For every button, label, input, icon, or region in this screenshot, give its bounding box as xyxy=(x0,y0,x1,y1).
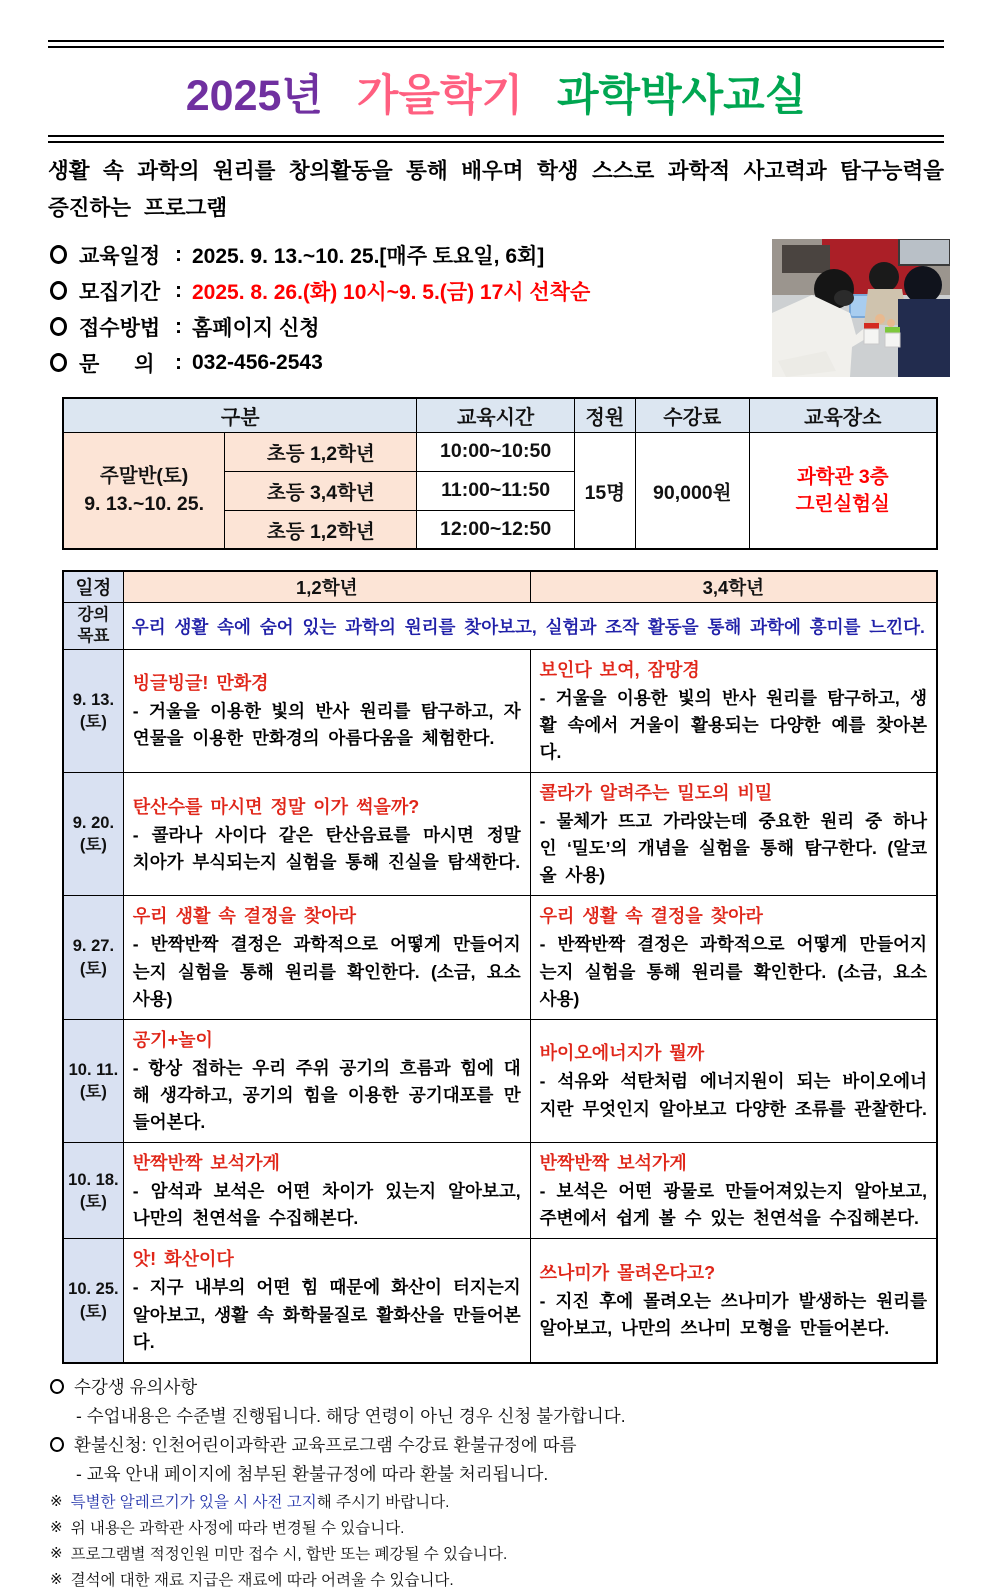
lesson-desc: - 반짝반짝 결정은 과학적으로 어떻게 만들어지는지 실험을 통해 원리를 확인한다. (소금, 요소 사용) xyxy=(132,934,521,1009)
note-text: 위 내용은 과학관 사정에 따라 변경될 수 있습니다. xyxy=(70,1519,405,1537)
day-text: (토) xyxy=(79,1192,107,1211)
info-colon: : xyxy=(175,278,182,302)
course-header-category: 구분 xyxy=(63,398,417,433)
course-header-capacity: 정원 xyxy=(574,398,635,433)
course-grade-cell: 초등 1,2학년 xyxy=(225,432,417,471)
lesson-cell-grade34 xyxy=(530,1019,937,1142)
course-time-cell: 11:00~11:50 xyxy=(417,471,574,510)
course-location-line1: 과학관 3층 xyxy=(796,466,889,489)
course-group-dates: 9. 13.~10. 25. xyxy=(84,492,204,515)
reference-mark-icon: ※ xyxy=(50,1544,63,1562)
lesson-cell-grade12 xyxy=(123,1143,530,1239)
photo-shelf xyxy=(782,245,830,273)
schedule-row-1 xyxy=(63,649,937,772)
course-info-table xyxy=(62,397,938,551)
lesson-desc: - 항상 접하는 우리 주위 공기의 흐름과 힘에 대해 생각하고, 공기의 힘을 이용한 공기대포를 만들어본다. xyxy=(132,1057,521,1133)
goal-label-line1: 강의 xyxy=(77,606,110,625)
note-text: - 교육 안내 페이지에 첨부된 환불규정에 따라 환불 처리됩니다. xyxy=(76,1463,549,1484)
course-fee-cell: 90,000원 xyxy=(635,432,749,549)
info-value-apply-method: 홈페이지 신청 xyxy=(192,316,320,340)
course-time-cell: 10:00~10:50 xyxy=(417,432,574,471)
lesson-cell-grade34 xyxy=(530,1143,937,1239)
photo-child-left-mask xyxy=(834,290,854,306)
lesson-title: 빙글빙글! 만화경 xyxy=(132,673,269,694)
photo-cup-white xyxy=(864,329,879,344)
note-allergy xyxy=(50,1488,944,1514)
course-group-cell xyxy=(63,432,225,549)
goal-label-cell xyxy=(63,603,123,649)
date-cell xyxy=(63,773,123,896)
info-row-apply-method xyxy=(48,309,748,345)
schedule-goal-row xyxy=(63,603,937,649)
lesson-cell-grade34 xyxy=(530,896,937,1019)
schedule-table xyxy=(62,570,938,1363)
note-text: - 수업내용은 수준별 진행됩니다. 해당 연령이 아닌 경우 신청 불가합니다. xyxy=(76,1405,626,1426)
lesson-desc: - 석유와 석탄처럼 에너지원이 되는 바이오에너지란 무엇인지 알아보고 다양한 조류를 관찰한다. xyxy=(539,1071,927,1119)
schedule-row-2 xyxy=(63,773,937,896)
lesson-title: 우리 생활 속 결정을 찾아라 xyxy=(539,906,763,927)
info-value-schedule: 2025. 9. 13.~10. 25.[매주 토요일, 6회] xyxy=(192,244,545,268)
footer-notes xyxy=(48,1372,944,1592)
date-text: 10. 25. xyxy=(68,1280,119,1299)
date-cell xyxy=(63,1239,123,1363)
lesson-cell-grade12 xyxy=(123,1239,530,1363)
info-label: 접수방법 xyxy=(79,316,161,340)
lesson-desc: - 거울을 이용한 빛의 반사 원리를 탐구하고, 생활 속에서 거울이 활용되는 다양한 예를 찾아본다. xyxy=(539,687,927,762)
info-label: 문 의 xyxy=(79,352,155,376)
schedule-row-5 xyxy=(63,1143,937,1239)
date-cell xyxy=(63,649,123,772)
goal-text-cell: 우리 생활 속에 숨어 있는 과학의 원리를 찾아보고, 실험과 조작 활동을 통해 과학에 흥미를 느낀다. xyxy=(123,603,937,649)
course-header-fee: 수강료 xyxy=(635,398,749,433)
date-text: 9. 27. xyxy=(72,937,115,956)
schedule-header-date: 일정 xyxy=(63,571,123,603)
lesson-desc: - 물체가 뜨고 가라앉는데 중요한 원리 중 하나인 ‘밀도’의 개념을 실험을 통해 탐구한다. (알코올 사용) xyxy=(539,811,927,886)
note-attention-header xyxy=(50,1372,944,1401)
date-text: 9. 13. xyxy=(72,690,115,709)
lesson-desc: - 거울을 이용한 빛의 반사 원리를 탐구하고, 자연물을 이용한 만화경의 아름다움을 체험한다. xyxy=(132,701,521,749)
lesson-desc: - 반짝반짝 결정은 과학적으로 어떻게 만들어지는지 실험을 통해 원리를 확인한다. (소금, 요소 사용) xyxy=(539,934,927,1009)
reference-mark-icon: ※ xyxy=(50,1518,63,1536)
bullet-circle-icon xyxy=(50,245,67,264)
photo-child-right-head xyxy=(904,266,942,304)
course-header-place: 교육장소 xyxy=(749,398,937,433)
photo-cup-white xyxy=(885,333,900,347)
note-attention-detail xyxy=(50,1401,944,1430)
lesson-desc: - 지구 내부의 어떤 힘 때문에 화산이 터지는지 알아보고, 생활 속 화학물질로 활화산을 만들어본다. xyxy=(132,1277,521,1352)
photo-child-middle-head xyxy=(869,262,899,292)
photo-child-right-body xyxy=(898,299,950,377)
day-text: (토) xyxy=(79,712,107,731)
reference-mark-icon: ※ xyxy=(50,1570,63,1588)
schedule-row-6 xyxy=(63,1239,937,1363)
lesson-title: 쓰나미가 몰려온다고? xyxy=(539,1263,716,1283)
date-cell xyxy=(63,896,123,1019)
program-photo xyxy=(772,239,950,377)
photo-hand xyxy=(887,319,895,327)
day-text: (토) xyxy=(79,1083,107,1101)
course-location-cell xyxy=(749,432,937,549)
bullet-circle-icon xyxy=(50,317,67,336)
note-text: 해 주시기 바랍니다. xyxy=(316,1493,450,1511)
day-text: (토) xyxy=(79,836,107,855)
title-program: 과학박사교실 xyxy=(557,72,807,120)
photo-screen xyxy=(899,239,950,265)
lesson-desc: - 보석은 어떤 광물로 만들어져있는지 알아보고, 주변에서 쉽게 볼 수 있는 천연석을 수집해본다. xyxy=(539,1181,927,1229)
lesson-title: 앗! 화산이다 xyxy=(132,1249,234,1270)
lesson-title: 콜라가 알려주는 밀도의 비밀 xyxy=(539,783,773,804)
schedule-row-4 xyxy=(63,1019,937,1142)
course-grade-cell: 초등 3,4학년 xyxy=(225,471,417,510)
lesson-cell-grade34 xyxy=(530,1239,937,1363)
program-info-section xyxy=(48,237,944,381)
lesson-title: 반짝반짝 보석가게 xyxy=(132,1153,280,1174)
lesson-title: 탄산수를 마시면 정말 이가 썩을까? xyxy=(132,796,420,817)
reference-mark-icon: ※ xyxy=(50,1492,63,1510)
note-refund-header xyxy=(50,1430,944,1459)
lesson-cell-grade12 xyxy=(123,1019,530,1142)
schedule-header-grade34: 3,4학년 xyxy=(530,571,937,603)
lesson-cell-grade12 xyxy=(123,649,530,772)
circle-marker-icon xyxy=(50,1379,64,1394)
program-description: 생활 속 과학의 원리를 창의활동을 통해 배우며 학생 스스로 과학적 사고력과 탐구능력을 증진하는 프로그램 xyxy=(48,159,944,220)
course-header-time: 교육시간 xyxy=(417,398,574,433)
note-text-blue: 특별한 알레르기가 있을 시 사전 고지 xyxy=(70,1493,317,1511)
date-cell xyxy=(63,1019,123,1142)
info-label: 모집기간 xyxy=(79,280,161,304)
lesson-cell-grade12 xyxy=(123,896,530,1019)
lesson-cell-grade12 xyxy=(123,773,530,896)
day-text: (토) xyxy=(79,959,107,978)
goal-label-line2: 목표 xyxy=(77,627,110,646)
info-row-schedule xyxy=(48,237,748,273)
info-row-contact xyxy=(48,345,748,381)
lesson-title: 바이오에너지가 뭘까 xyxy=(539,1043,705,1064)
bullet-circle-icon xyxy=(50,353,67,372)
schedule-header-row xyxy=(63,571,937,603)
bullet-circle-icon xyxy=(50,281,67,300)
lesson-desc: - 암석과 보석은 어떤 차이가 있는지 알아보고, 나만의 천연석을 수집해본다. xyxy=(132,1181,521,1229)
schedule-row-3 xyxy=(63,896,937,1019)
lesson-title: 보인다 보여, 잠망경 xyxy=(539,659,700,680)
info-row-recruit-period xyxy=(48,273,748,309)
date-cell xyxy=(63,1143,123,1239)
note-change xyxy=(50,1514,944,1540)
date-text: 10. 18. xyxy=(68,1170,119,1189)
course-capacity-cell: 15명 xyxy=(574,432,635,549)
info-value-contact-phone: 032-456-2543 xyxy=(192,350,323,374)
course-row-1 xyxy=(63,432,937,471)
title-year: 2025년 xyxy=(185,72,323,120)
note-text: 결석에 대한 재료 지급은 재료에 따라 어려울 수 있습니다. xyxy=(70,1571,454,1589)
title-bottom-double-rule xyxy=(48,135,944,143)
day-text: (토) xyxy=(79,1302,107,1321)
info-colon: : xyxy=(175,314,182,338)
date-text: 10. 11. xyxy=(68,1060,119,1079)
page-title xyxy=(48,48,944,135)
title-semester: 가을학기 xyxy=(356,72,524,120)
date-text: 9. 20. xyxy=(72,813,115,832)
course-group-name: 주말반(토) xyxy=(99,465,189,488)
note-absence xyxy=(50,1566,944,1592)
note-text: 환불신청: 인천어린이과학관 교육프로그램 수강료 환불규정에 따름 xyxy=(74,1434,577,1455)
note-refund-detail xyxy=(50,1459,944,1488)
note-text: 프로그램별 적정인원 미만 접수 시, 합반 또는 폐강될 수 있습니다. xyxy=(70,1545,508,1563)
lesson-title: 우리 생활 속 결정을 찾아라 xyxy=(132,906,357,927)
note-min-enrollment xyxy=(50,1540,944,1566)
info-value-recruit-period: 2025. 8. 26.(화) 10시~9. 5.(금) 17시 선착순 xyxy=(192,280,591,304)
note-text: 수강생 유의사항 xyxy=(74,1376,198,1397)
info-label: 교육일정 xyxy=(79,244,161,268)
circle-marker-icon xyxy=(50,1437,64,1452)
lesson-desc: - 콜라나 사이다 같은 탄산음료를 마시면 정말 치아가 부식되는지 실험을 통해 진실을 탐색한다. xyxy=(132,824,521,872)
top-double-rule xyxy=(48,40,944,48)
info-colon: : xyxy=(175,242,182,266)
course-location-line2: 그린실험실 xyxy=(795,492,890,515)
lesson-desc: - 지진 후에 몰려오는 쓰나미가 발생하는 원리를 알아보고, 나만의 쓰나미 모형을 만들어본다. xyxy=(539,1291,927,1339)
lesson-cell-grade34 xyxy=(530,649,937,772)
info-colon: : xyxy=(175,350,182,374)
lesson-title: 반짝반짝 보석가게 xyxy=(539,1153,687,1174)
course-header-row xyxy=(63,398,937,433)
schedule-header-grade12: 1,2학년 xyxy=(123,571,530,603)
photo-hand xyxy=(875,314,885,324)
course-time-cell: 12:00~12:50 xyxy=(417,510,574,549)
lesson-title: 공기+놀이 xyxy=(132,1029,213,1050)
course-grade-cell: 초등 1,2학년 xyxy=(225,510,417,549)
lesson-cell-grade34 xyxy=(530,773,937,896)
